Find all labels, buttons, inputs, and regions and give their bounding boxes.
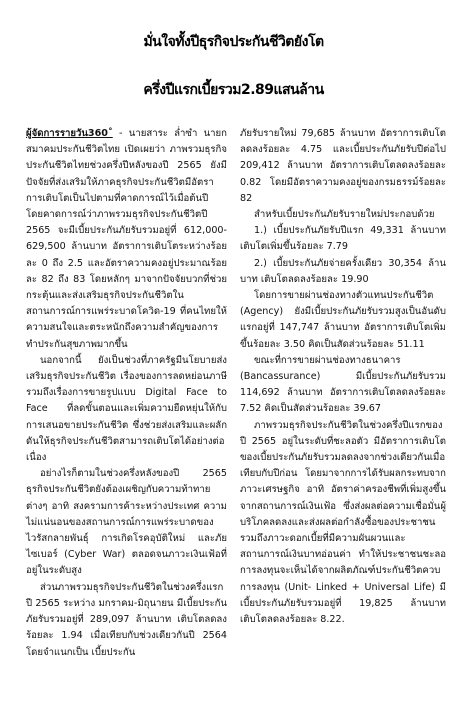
headline-line-1: มั่นใจทั้งปีธุรกิจประกันชีวิตยังโต bbox=[143, 34, 324, 50]
article-paragraph: ส่วนภาพรวมธุรกิจประกันชีวิตในช่วงครึ่งแรกปี 2565 ระหว่าง มกราคม-มิถุนายน มีเบี้ยประกันภัยรับรวมอยู่ที่ 289,097 ล้านบาท เติบโตลดลงร้อยละ 1.94 เมื่อเทียบกับช่วงเดียวกันปี 2564 โดยจำแนกเป็น เบี้ยประกัน bbox=[26, 581, 227, 658]
article-paragraph: ขณะที่การขายผ่านช่องทางธนาคาร (Bancassurance) มีเบี้ยประกันภัยรับรวม 114,692 ล้านบาท อัตราการเติบโตลดลงร้อยละ 7.52 คิดเป็นสัดส่วนร้อยละ 39.67 bbox=[240, 354, 446, 415]
article-column-right bbox=[240, 126, 446, 628]
paragraph-text: - นายสาระ ล่ำซำ นายกสมาคมประกันชีวิตไทย เปิดเผยว่า ภาพรวมธุรกิจประกันชีวิตไทยช่วงครึ่งปีหลังของปี 2565 ยังมีปัจจัยที่ส่งเสริมให้ภาคธุรกิจประกันชีวิตมีอัตราการเติบโตเป็นไปตามที่คาดการณ์ไว้เมื่อต้นปี โดยคาดการณ์ว่าภาพรวมธุรกิจประกันชีวิตปี 2565 จะมีเบี้ยประกันภัยรับรวมอยู่ที่ 612,000-629,500 ล้านบาท อัตราการเติบโตระหว่างร้อยละ 0 ถึง 2.5 และอัตราความคงอยู่ประมาณร้อยละ 82 ถึง 83 โดยหลักๆ มาจากปัจจัยบวกที่ช่วยกระตุ้นและส่งเสริมธุรกิจประกันชีวิตในสถานการณ์การแพร่ระบาดโควิด-19 ที่คนไทยให้ความสนใจและตระหนักถึงความสำคัญของการทำประกันสุขภาพมากขึ้น bbox=[26, 128, 227, 350]
article-list-item: 1.) เบี้ยประกันภัยรับปีแรก 49,331 ล้านบาท เติบโตเพิ่มขึ้นร้อยละ 7.79 bbox=[240, 225, 446, 253]
byline: ผู้จัดการรายวัน360˚ bbox=[26, 128, 113, 139]
article-list-item: 2.) เบี้ยประกันภัยจ่ายครั้งเดียว 30,354 ล้านบาท เติบโตลดลงร้อยละ 19.90 bbox=[240, 257, 446, 285]
article-paragraph: ภาพรวมธุรกิจประกันชีวิตในช่วงครึ่งปีแรกของปี 2565 อยู่ในระดับที่ชะลอตัว มีอัตราการเติบโตของเบี้ยประกันภัยรับรวมลดลงจากช่วงเดียวกันเมื่อเทียบกับปีก่อน โดยมาจากการได้รับผลกระทบจากภาวะเศรษฐกิจ อาทิ อัตราค่าครองชีพที่เพิ่มสูงขึ้นจากสถานการณ์เงินเฟ้อ ซึ่งส่งผลต่อความเชื่อมั่นผู้บริโภคลดลงและส่งผลต่อกำลังซื้อของประชาชน รวมถึงภาวะดอกเบี้ยที่มีความผันผวนและสถานการณ์เงินบาทอ่อนค่า ทำให้ประชาชนชะลอการลงทุนจะเห็นได้จากผลิตภัณฑ์ประกันชีวิตควบการลงทุน (Unit- Linked + Universal Life) มีเบี้ยประกันภัยรับรวมอยู่ที่ 19,825 ล้านบาท เติบโตลดลงร้อยละ 8.22. bbox=[240, 419, 446, 626]
article-paragraph: สำหรับเบี้ยประกันภัยรับรายใหม่ประกอบด้วย bbox=[254, 209, 435, 221]
article-paragraph: นอกจากนี้ ยังเป็นช่วงที่ภาครัฐมีนโยบายส่งเสริมธุรกิจประกันชีวิต เรื่องของการลดหย่อนภาษี รวมถึงเรื่องการขายรูปแบบ Digital Face to Face ที่ลดขั้นตอนและเพิ่มความยืดหยุ่นให้กับการเสนอขายประกันชีวิต ซึ่งช่วยส่งเสริมและผลักดันให้ธุรกิจประกันชีวิตสามารถเติบโตได้อย่างต่อเนื่อง bbox=[26, 354, 227, 464]
article-paragraph: โดยการขายผ่านช่องทางตัวแทนประกันชีวิต (Agency) ยังมีเบี้ยประกันภัยรับรวมสูงเป็นอันดับแรกอยู่ที่ 147,747 ล้านบาท อัตราการเติบโตเพิ่มขึ้นร้อยละ 3.50 คิดเป็นสัดส่วนร้อยละ 51.11 bbox=[240, 290, 446, 350]
article-column-left bbox=[26, 126, 227, 661]
article-paragraph: ภัยรับรายใหม่ 79,685 ล้านบาท อัตราการเติบโตลดลงร้อยละ 4.75 และเบี้ยประกันภัยรับปีต่อไป 209,412 ล้านบาท อัตราการเติบโตลดลงร้อยละ 0.82 โดยมีอัตราความคงอยู่ของกรมธรรม์ร้อยละ 82 bbox=[240, 128, 446, 204]
headline-line-2: ครึ่งปีแรกเบี้ยรวม2.89แสนล้าน bbox=[143, 82, 324, 98]
article-paragraph: อย่างไรก็ตามในช่วงครึ่งหลังของปี 2565 ธุรกิจประกันชีวิตยังต้องเผชิญกับความท้าทายต่างๆ อาทิ สงครามการค้าระหว่างประเทศ ความไม่แน่นอนของสถานการณ์การแพร่ระบาดของไวรัสกลายพันธุ์ การเกิดโรคอุบัติใหม่ และภัยไซเบอร์ (Cyber War) ตลอดจนภาวะเงินเฟ้อที่อยู่ในระดับสูง bbox=[26, 468, 227, 577]
article-paragraph bbox=[26, 126, 227, 353]
